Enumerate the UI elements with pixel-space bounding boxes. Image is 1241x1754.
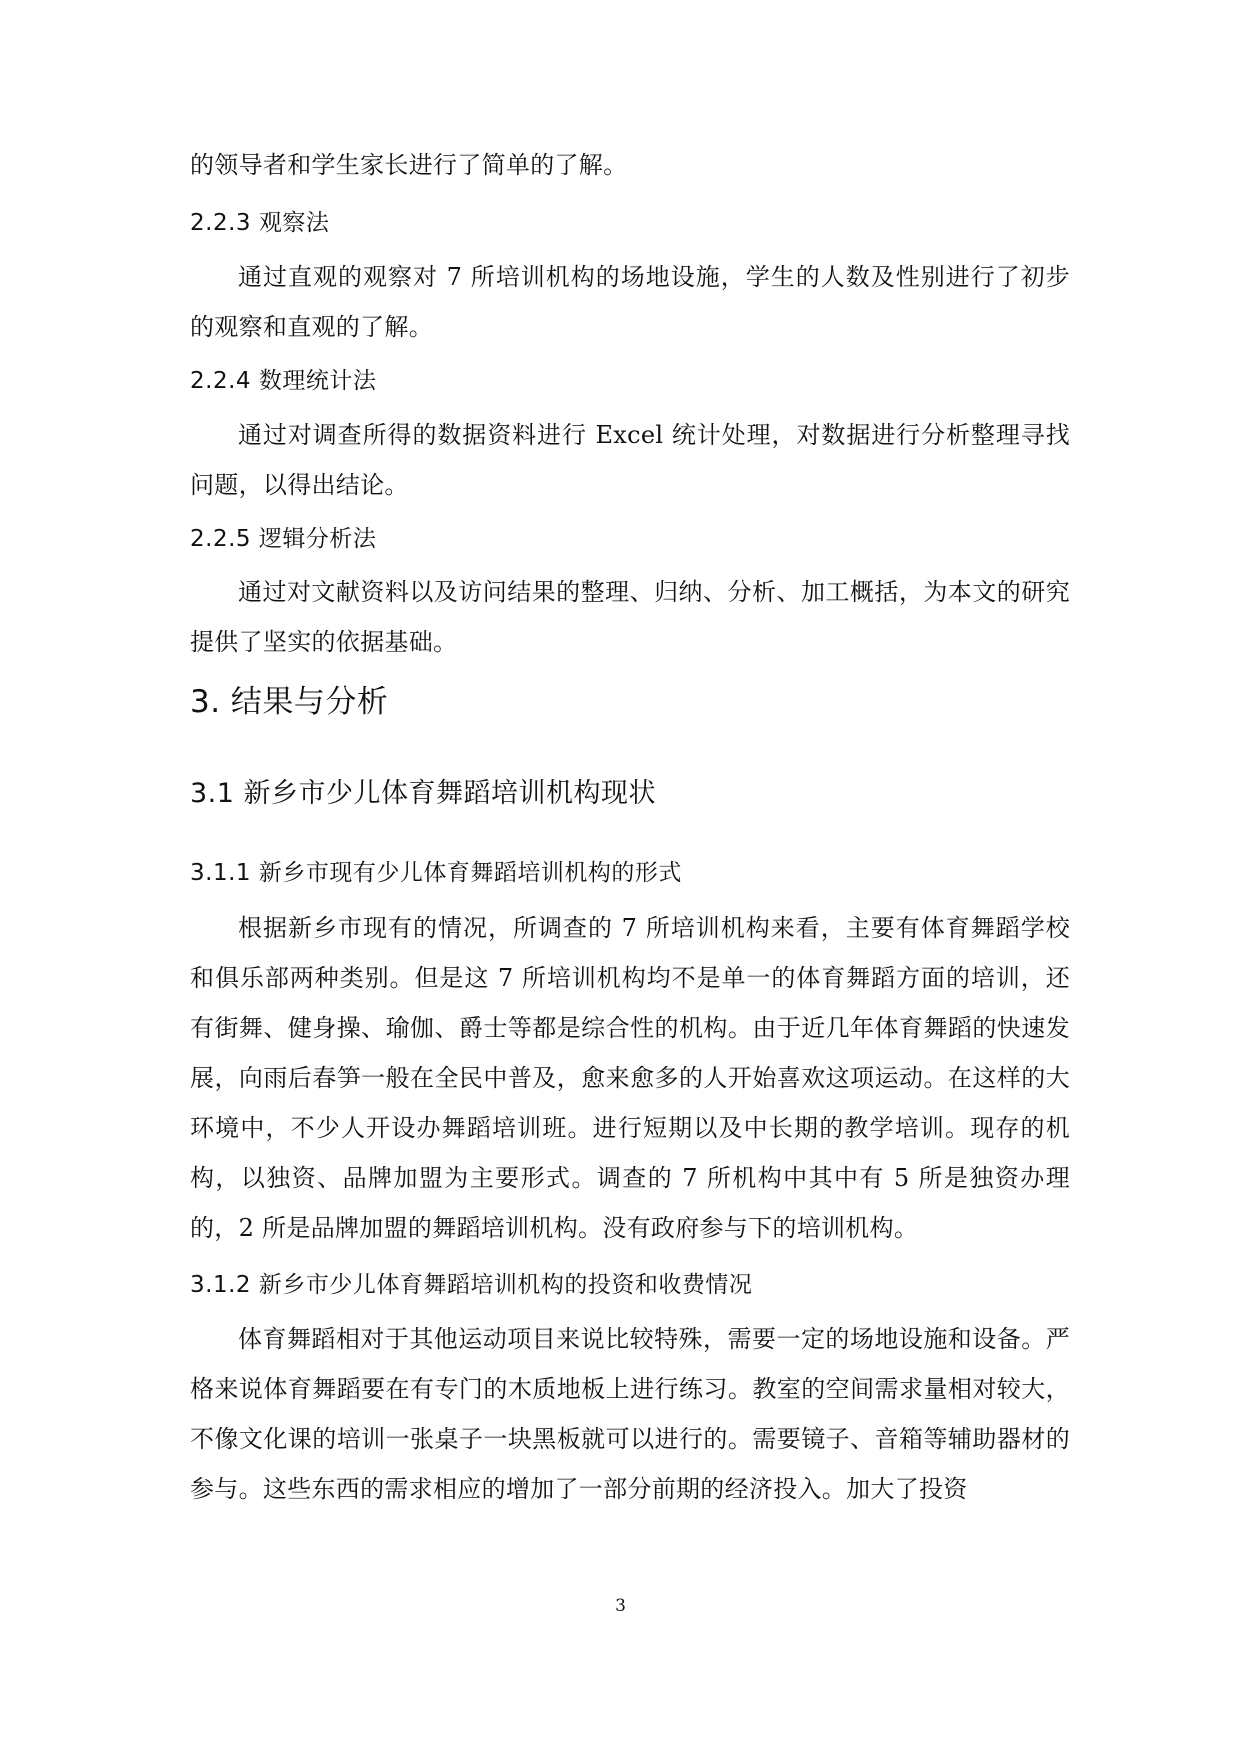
paragraph-investment-fees: 体育舞蹈相对于其他运动项目来说比较特殊，需要一定的场地设施和设备。严格来说体育舞蹈要在有专门的木质地板上进行练习。教室的空间需求量相对较大，不像文化课的培训一张桌子一块黑板就可以进行的。需要镜子、音箱等辅助器材的参与。这些东西的需求相应的增加了一部分前期的经济投入。加大了投资 [190, 1325, 1070, 1503]
paragraph-statistics: 通过对调查所得的数据资料进行 Excel 统计处理，对数据进行分析整理寻找问题，以得出结论。 [190, 421, 1070, 499]
page-number: 3 [615, 1596, 626, 1616]
heading-2-2-3: 2.2.3 观察法 [190, 210, 330, 236]
paragraph-observation: 通过直观的观察对 7 所培训机构的场地设施，学生的人数及性别进行了初步的观察和直观的了解。 [190, 263, 1070, 341]
heading-3-1: 3.1 新乡市少儿体育舞蹈培训机构现状 [190, 778, 657, 809]
heading-section-3: 3. 结果与分析 [190, 684, 389, 720]
heading-2-2-4: 2.2.4 数理统计法 [190, 368, 377, 394]
heading-3-1-1: 3.1.1 新乡市现有少儿体育舞蹈培训机构的形式 [190, 860, 682, 886]
heading-3-1-2: 3.1.2 新乡市少儿体育舞蹈培训机构的投资和收费情况 [190, 1272, 753, 1298]
heading-2-2-5: 2.2.5 逻辑分析法 [190, 526, 377, 552]
paragraph-logic-analysis: 通过对文献资料以及访问结果的整理、归纳、分析、加工概括，为本文的研究提供了坚实的依据基础。 [190, 578, 1070, 656]
paragraph-continuation: 的领导者和学生家长进行了简单的了解。 [190, 151, 628, 179]
paragraph-institution-forms: 根据新乡市现有的情况，所调查的 7 所培训机构来看，主要有体育舞蹈学校和俱乐部两种类别。但是这 7 所培训机构均不是单一的体育舞蹈方面的培训，还有街舞、健身操、瑜伽、爵士等都是综合性的机构。由于近几年体育舞蹈的快速发展，向雨后春笋一般在全民中普及，愈来愈多的人开始喜欢这项运动。在这样的大环境中，不少人开设办舞蹈培训班。进行短期以及中长期的教学培训。现存的机构，以独资、品牌加盟为主要形式。调查的 7 所机构中其中有 5 所是独资办理的，2 所是品牌加盟的舞蹈培训机构。没有政府参与下的培训机构。 [190, 914, 1070, 1242]
